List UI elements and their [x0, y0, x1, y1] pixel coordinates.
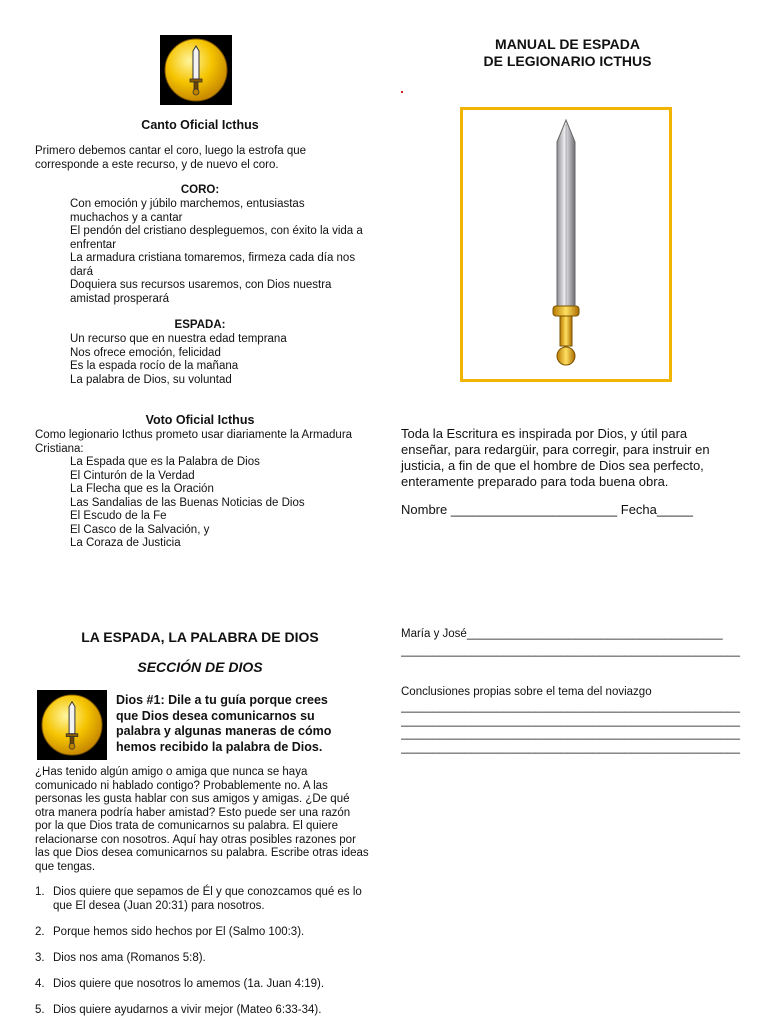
name-date-field[interactable]: Nombre _______________________ Fecha_____	[401, 502, 694, 517]
voto-item: El Cinturón de la Verdad	[70, 469, 195, 482]
canto-title: Canto Oficial Icthus	[141, 118, 259, 132]
coro-verses	[70, 198, 363, 306]
voto-item: El Casco de la Salvación, y	[70, 523, 210, 536]
espada-title: ESPADA:	[174, 319, 226, 331]
list-item	[35, 951, 375, 965]
verse-line: enfrentar	[70, 238, 117, 251]
section-heading: LA ESPADA, LA PALABRA DE DIOS	[81, 629, 319, 645]
verse-line: Un recurso que en nuestra edad temprana	[70, 333, 287, 345]
verse-line: Toda la Escritura es inspirada por Dios, y útil para	[401, 426, 688, 441]
list-number: 5.	[35, 1004, 45, 1016]
list-line: Dios quiere que sepamos de Él y que conozcamos qué es lo	[53, 886, 362, 898]
question-line: Dios #1: Dile a tu guía porque crees	[116, 693, 328, 707]
page-title	[420, 36, 715, 70]
voto-item: Las Sandalias de las Buenas Noticias de Dios	[70, 496, 305, 509]
blank-answer-line[interactable]: _____________________________________________________	[401, 714, 740, 727]
list-text	[53, 885, 362, 913]
verse-line: enseñar, para redargüir, para corregir, para instruir en	[401, 442, 710, 457]
voto-intro	[35, 429, 352, 456]
sword-illustration	[463, 110, 669, 379]
body-line: por la que Dios trata de comunicarnos su palabra. El quiere	[35, 820, 339, 832]
body-line: personas les gusta hablar con sus amigos y amigas. ¿De qué	[35, 793, 350, 805]
verse-line: justicia, a fin de que el hombre de Dios sea perfecto,	[401, 458, 704, 473]
page-title-line: DE LEGIONARIO ICTHUS	[483, 53, 652, 69]
blank-answer-line[interactable]: _____________________________________________________	[401, 645, 740, 657]
list-item	[35, 1003, 375, 1017]
verse-line: Es la espada rocío de la mañana	[70, 360, 239, 372]
intro-line: corresponde a este recurso, y de nuevo el coro.	[35, 158, 279, 171]
intro-line: Primero debemos cantar el coro, luego la estrofa que	[35, 145, 307, 157]
reasons-list	[35, 885, 375, 1017]
verse-line: La palabra de Dios, su voluntad	[70, 373, 232, 386]
voto-item: La Coraza de Justicia	[70, 537, 181, 549]
list-line: que El desea (Juan 20:31) para nosotros.	[53, 900, 265, 912]
body-paragraph	[35, 766, 369, 874]
verse-line: Doquiera sus recursos usaremos, con Dios nuestra	[70, 279, 332, 291]
body-line: otra manera podría haber amistad? Esto puede ser una razón	[35, 806, 351, 819]
list-number: 4.	[35, 978, 45, 990]
espada-verses	[70, 333, 287, 387]
verse-line: dará	[70, 265, 94, 278]
voto-items	[70, 456, 305, 551]
list-text: Porque hemos sido hechos por El (Salmo 100:3).	[53, 926, 305, 938]
body-line: ¿Has tenido algún amigo o amiga que nunca se haya	[35, 766, 308, 778]
voto-item: La Flecha que es la Oración	[70, 483, 214, 495]
list-number: 3.	[35, 952, 45, 964]
verse-line: Nos ofrece emoción, felicidad	[70, 346, 221, 359]
body-line: comunicado ni hablado contigo? Probablemente no. A las	[35, 779, 328, 792]
question-dios-1	[116, 693, 331, 755]
verse-line: Con emoción y júbilo marchemos, entusiastas	[70, 198, 305, 210]
verse-line: enteramente preparado para toda buena obra.	[401, 474, 669, 489]
voto-item: La Espada que es la Palabra de Dios	[70, 456, 260, 468]
question-line: hemos recibido la palabra de Dios.	[116, 739, 323, 754]
conclusiones-label: Conclusiones propias sobre el tema del noviazgo	[401, 686, 652, 698]
voto-item: El Escudo de la Fe	[70, 510, 167, 522]
section-subheading: SECCIÓN DE DIOS	[137, 659, 263, 675]
voto-intro-line: Cristiana:	[35, 442, 84, 455]
list-text: Dios nos ama (Romanos 5:8).	[53, 952, 206, 964]
list-item	[35, 925, 375, 939]
maria-jose-field[interactable]: María y José________________________________________	[401, 628, 723, 640]
list-item	[35, 885, 375, 913]
question-line: que Dios desea comunicarnos su	[116, 708, 315, 723]
sword-coin-icon	[37, 690, 107, 760]
coro-title: CORO:	[180, 184, 220, 196]
list-number: 1.	[35, 886, 45, 898]
verse-line: La armadura cristiana tomaremos, firmeza cada día nos	[70, 252, 356, 264]
canto-intro	[35, 145, 306, 172]
list-text: Dios quiere ayudarnos a vivir mejor (Mateo 6:33-34).	[53, 1004, 322, 1016]
list-text: Dios quiere que nosotros lo amemos (1a. Juan 4:19).	[53, 978, 325, 990]
sword-illustration-frame	[460, 107, 672, 382]
verse-line: muchachos y a cantar	[70, 211, 183, 224]
list-item	[35, 977, 375, 991]
blank-answer-line[interactable]: _____________________________________________________	[401, 701, 740, 713]
body-line: que tengas.	[35, 860, 96, 873]
conclusiones-lines	[401, 701, 741, 755]
scripture-verse	[401, 426, 710, 490]
red-dot	[401, 91, 403, 93]
blank-answer-line[interactable]: _____________________________________________________	[401, 741, 740, 754]
body-line: relacionarse con nosotros. Aquí hay otras posibles razones por	[35, 833, 356, 846]
body-line: las que Dios desea comunicarnos su palabra. Escribe otras ideas	[35, 847, 369, 859]
blank-answer-line[interactable]: _____________________________________________________	[401, 728, 740, 740]
voto-intro-line: Como legionario Icthus prometo usar diariamente la Armadura	[35, 429, 353, 441]
list-number: 2.	[35, 926, 45, 938]
verse-line: El pendón del cristiano despleguemos, con éxito la vida a	[70, 225, 363, 237]
question-line: palabra y algunas maneras de cómo	[116, 724, 332, 738]
verse-line: amistad prosperará	[70, 292, 170, 305]
voto-title: Voto Oficial Icthus	[145, 413, 255, 427]
sword-coin-icon	[160, 35, 232, 105]
page-title-line: MANUAL DE ESPADA	[495, 36, 640, 52]
